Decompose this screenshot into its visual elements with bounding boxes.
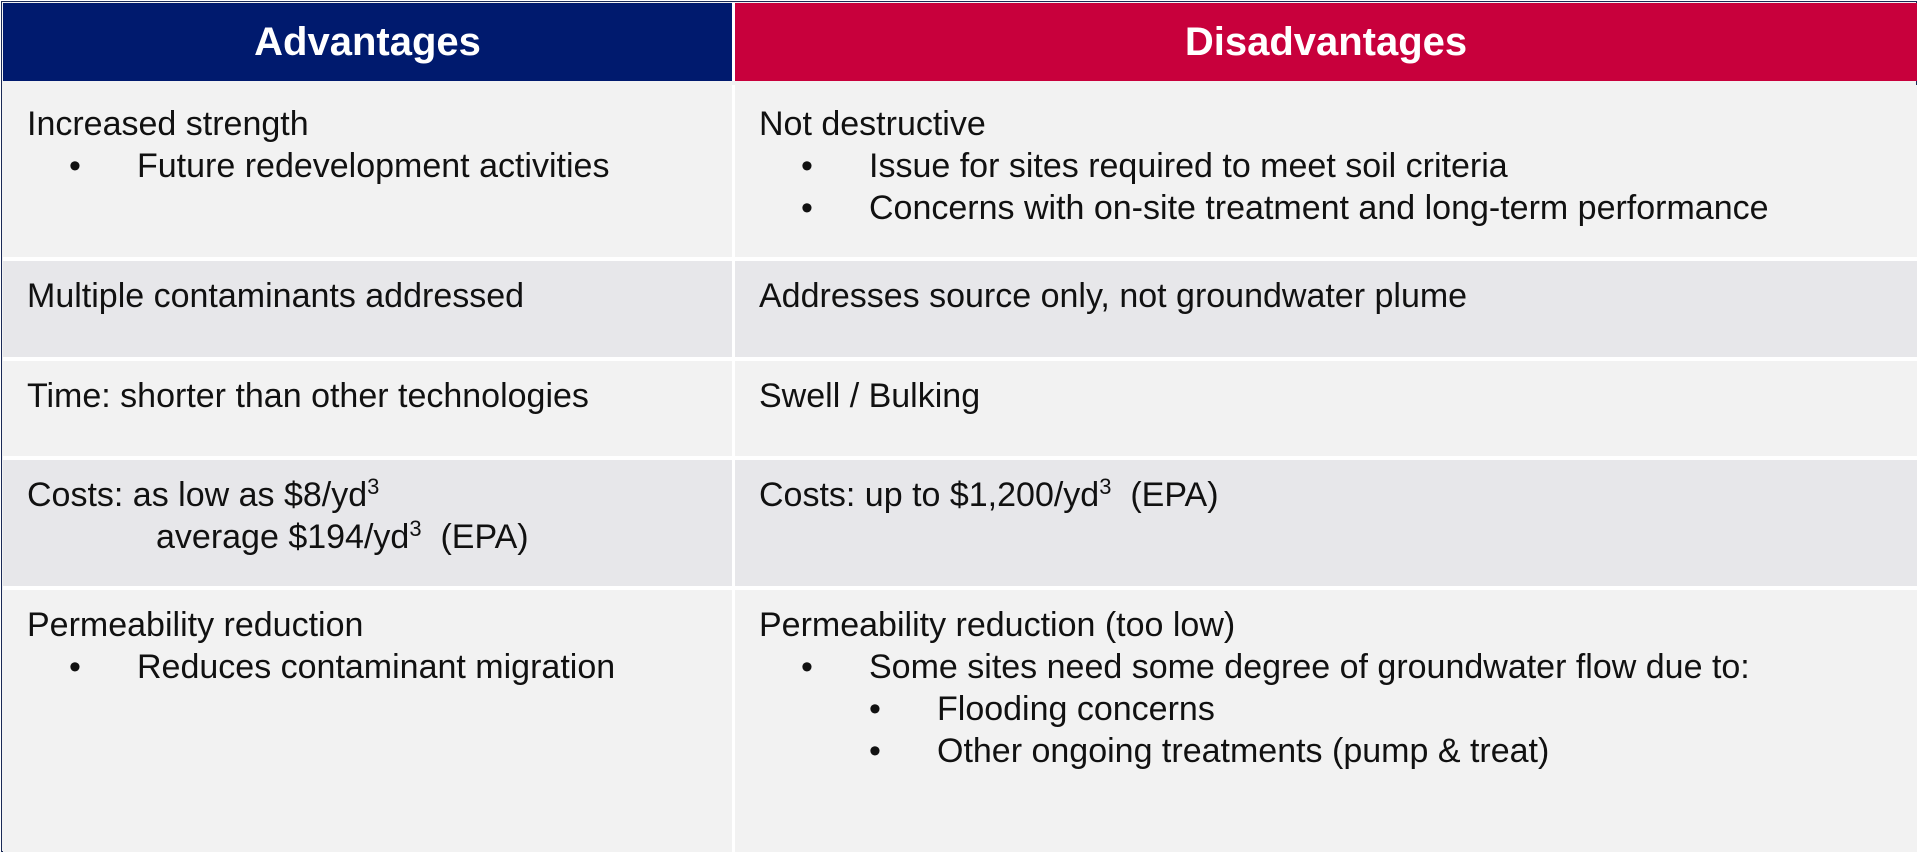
table-row	[3, 261, 1917, 357]
advantage-bullet: • Reduces contaminant migration	[69, 648, 616, 686]
disadvantage-title: Not destructive	[759, 105, 986, 143]
disadvantage-cell	[735, 361, 1917, 456]
header-advantages: Advantages	[3, 3, 735, 81]
advantage-cell	[3, 460, 735, 586]
disadvantage-sub-bullet: • Other ongoing treatments (pump & treat)	[869, 732, 1550, 770]
advantage-title: Multiple contaminants addressed	[27, 277, 525, 315]
advantage-cell	[3, 261, 735, 357]
comparison-table	[1, 1, 1917, 852]
advantage-cell	[3, 361, 735, 456]
disadvantage-title: Addresses source only, not groundwater plume	[759, 277, 1468, 315]
disadvantage-sub-bullet: • Flooding concerns	[869, 690, 1215, 728]
cost-line-high: Costs: up to $\$1,200/yd^3$ (EPA)	[759, 474, 1219, 514]
advantage-bullet: • Future redevelopment activities	[69, 147, 610, 185]
disadvantage-title: Permeability reduction (too low)	[759, 606, 1236, 644]
cost-line-average: average $\$194/yd^3$ (EPA)	[156, 516, 529, 556]
disadvantage-title: Swell / Bulking	[759, 377, 981, 415]
disadvantage-cell	[735, 85, 1917, 257]
disadvantage-cell	[735, 590, 1917, 852]
advantage-title: Permeability reduction	[27, 606, 364, 644]
table-row	[3, 361, 1917, 456]
cost-line-low: Costs: as low as $\$8/yd^3$	[27, 474, 380, 514]
table-row	[3, 85, 1917, 257]
advantage-cell	[3, 590, 735, 852]
header-disadvantages: Disadvantages	[735, 3, 1917, 81]
table-row	[3, 590, 1917, 852]
advantage-title: Time: shorter than other technologies	[27, 377, 589, 415]
disadvantage-bullet: • Issue for sites required to meet soil criteria	[801, 147, 1508, 185]
table-header	[3, 3, 1917, 81]
disadvantage-cell	[735, 460, 1917, 586]
disadvantage-bullet: • Some sites need some degree of groundwater flow due to:	[801, 648, 1750, 686]
advantage-title: Increased strength	[27, 105, 309, 143]
advantage-cell	[3, 85, 735, 257]
table-row	[3, 460, 1917, 586]
disadvantage-bullet: • Concerns with on-site treatment and long-term performance	[801, 189, 1769, 227]
disadvantage-cell	[735, 261, 1917, 357]
